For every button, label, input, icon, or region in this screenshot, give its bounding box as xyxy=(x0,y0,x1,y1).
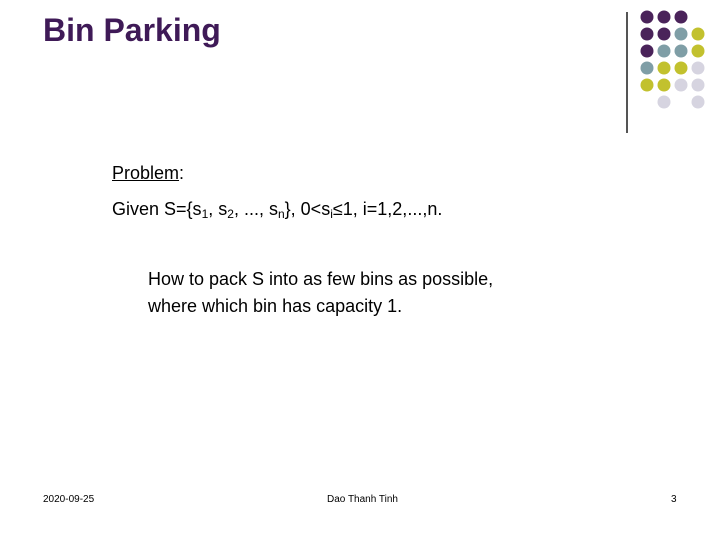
decorative-dot xyxy=(658,45,671,58)
problem-label: Problem xyxy=(112,163,180,183)
decorative-dot xyxy=(658,62,671,75)
question-line-1: How to pack S into as few bins as possible, xyxy=(148,269,494,289)
decorative-dot xyxy=(641,45,654,58)
decorative-dot xyxy=(692,62,705,75)
decorative-dot xyxy=(658,79,671,92)
decorative-dot xyxy=(692,28,705,41)
problem-colon: : xyxy=(179,163,185,183)
decorative-dot xyxy=(692,45,705,58)
given-close: }, 0<s xyxy=(284,199,331,219)
decorative-dot-grid xyxy=(0,0,720,140)
decorative-dot xyxy=(658,28,671,41)
given-sub-1: 1 xyxy=(201,207,209,221)
decorative-dot xyxy=(675,62,688,75)
given-sep-2: , ..., s xyxy=(233,199,278,219)
footer-author: Dao Thanh Tinh xyxy=(327,494,398,505)
decorative-dot xyxy=(675,11,688,24)
question-line-2: where which bin has capacity 1. xyxy=(148,296,403,316)
question-text xyxy=(148,266,493,320)
given-sub-i: i xyxy=(330,207,333,221)
decorative-dot xyxy=(641,79,654,92)
given-sep-1: , s xyxy=(208,199,228,219)
decorative-dot xyxy=(675,45,688,58)
decorative-dot xyxy=(641,62,654,75)
given-prefix: Given S={s xyxy=(112,199,202,219)
footer-date: 2020-09-25 xyxy=(43,494,95,505)
given-leq: ≤ xyxy=(332,199,343,219)
decorative-dot xyxy=(641,11,654,24)
decorative-dot xyxy=(658,11,671,24)
decorative-dot xyxy=(641,28,654,41)
footer-page-number: 3 xyxy=(671,494,677,505)
given-tail: 1, i=1,2,...,n. xyxy=(342,199,443,219)
given-statement xyxy=(112,199,442,220)
slide-title: Bin Parking xyxy=(43,12,221,48)
given-sub-n: n xyxy=(277,207,285,221)
problem-heading xyxy=(112,163,184,184)
decorative-dot xyxy=(675,28,688,41)
decorative-dot xyxy=(692,96,705,109)
given-sub-2: 2 xyxy=(227,207,234,221)
decorative-dot xyxy=(692,79,705,92)
decorative-dot xyxy=(675,79,688,92)
decorative-dot xyxy=(658,96,671,109)
